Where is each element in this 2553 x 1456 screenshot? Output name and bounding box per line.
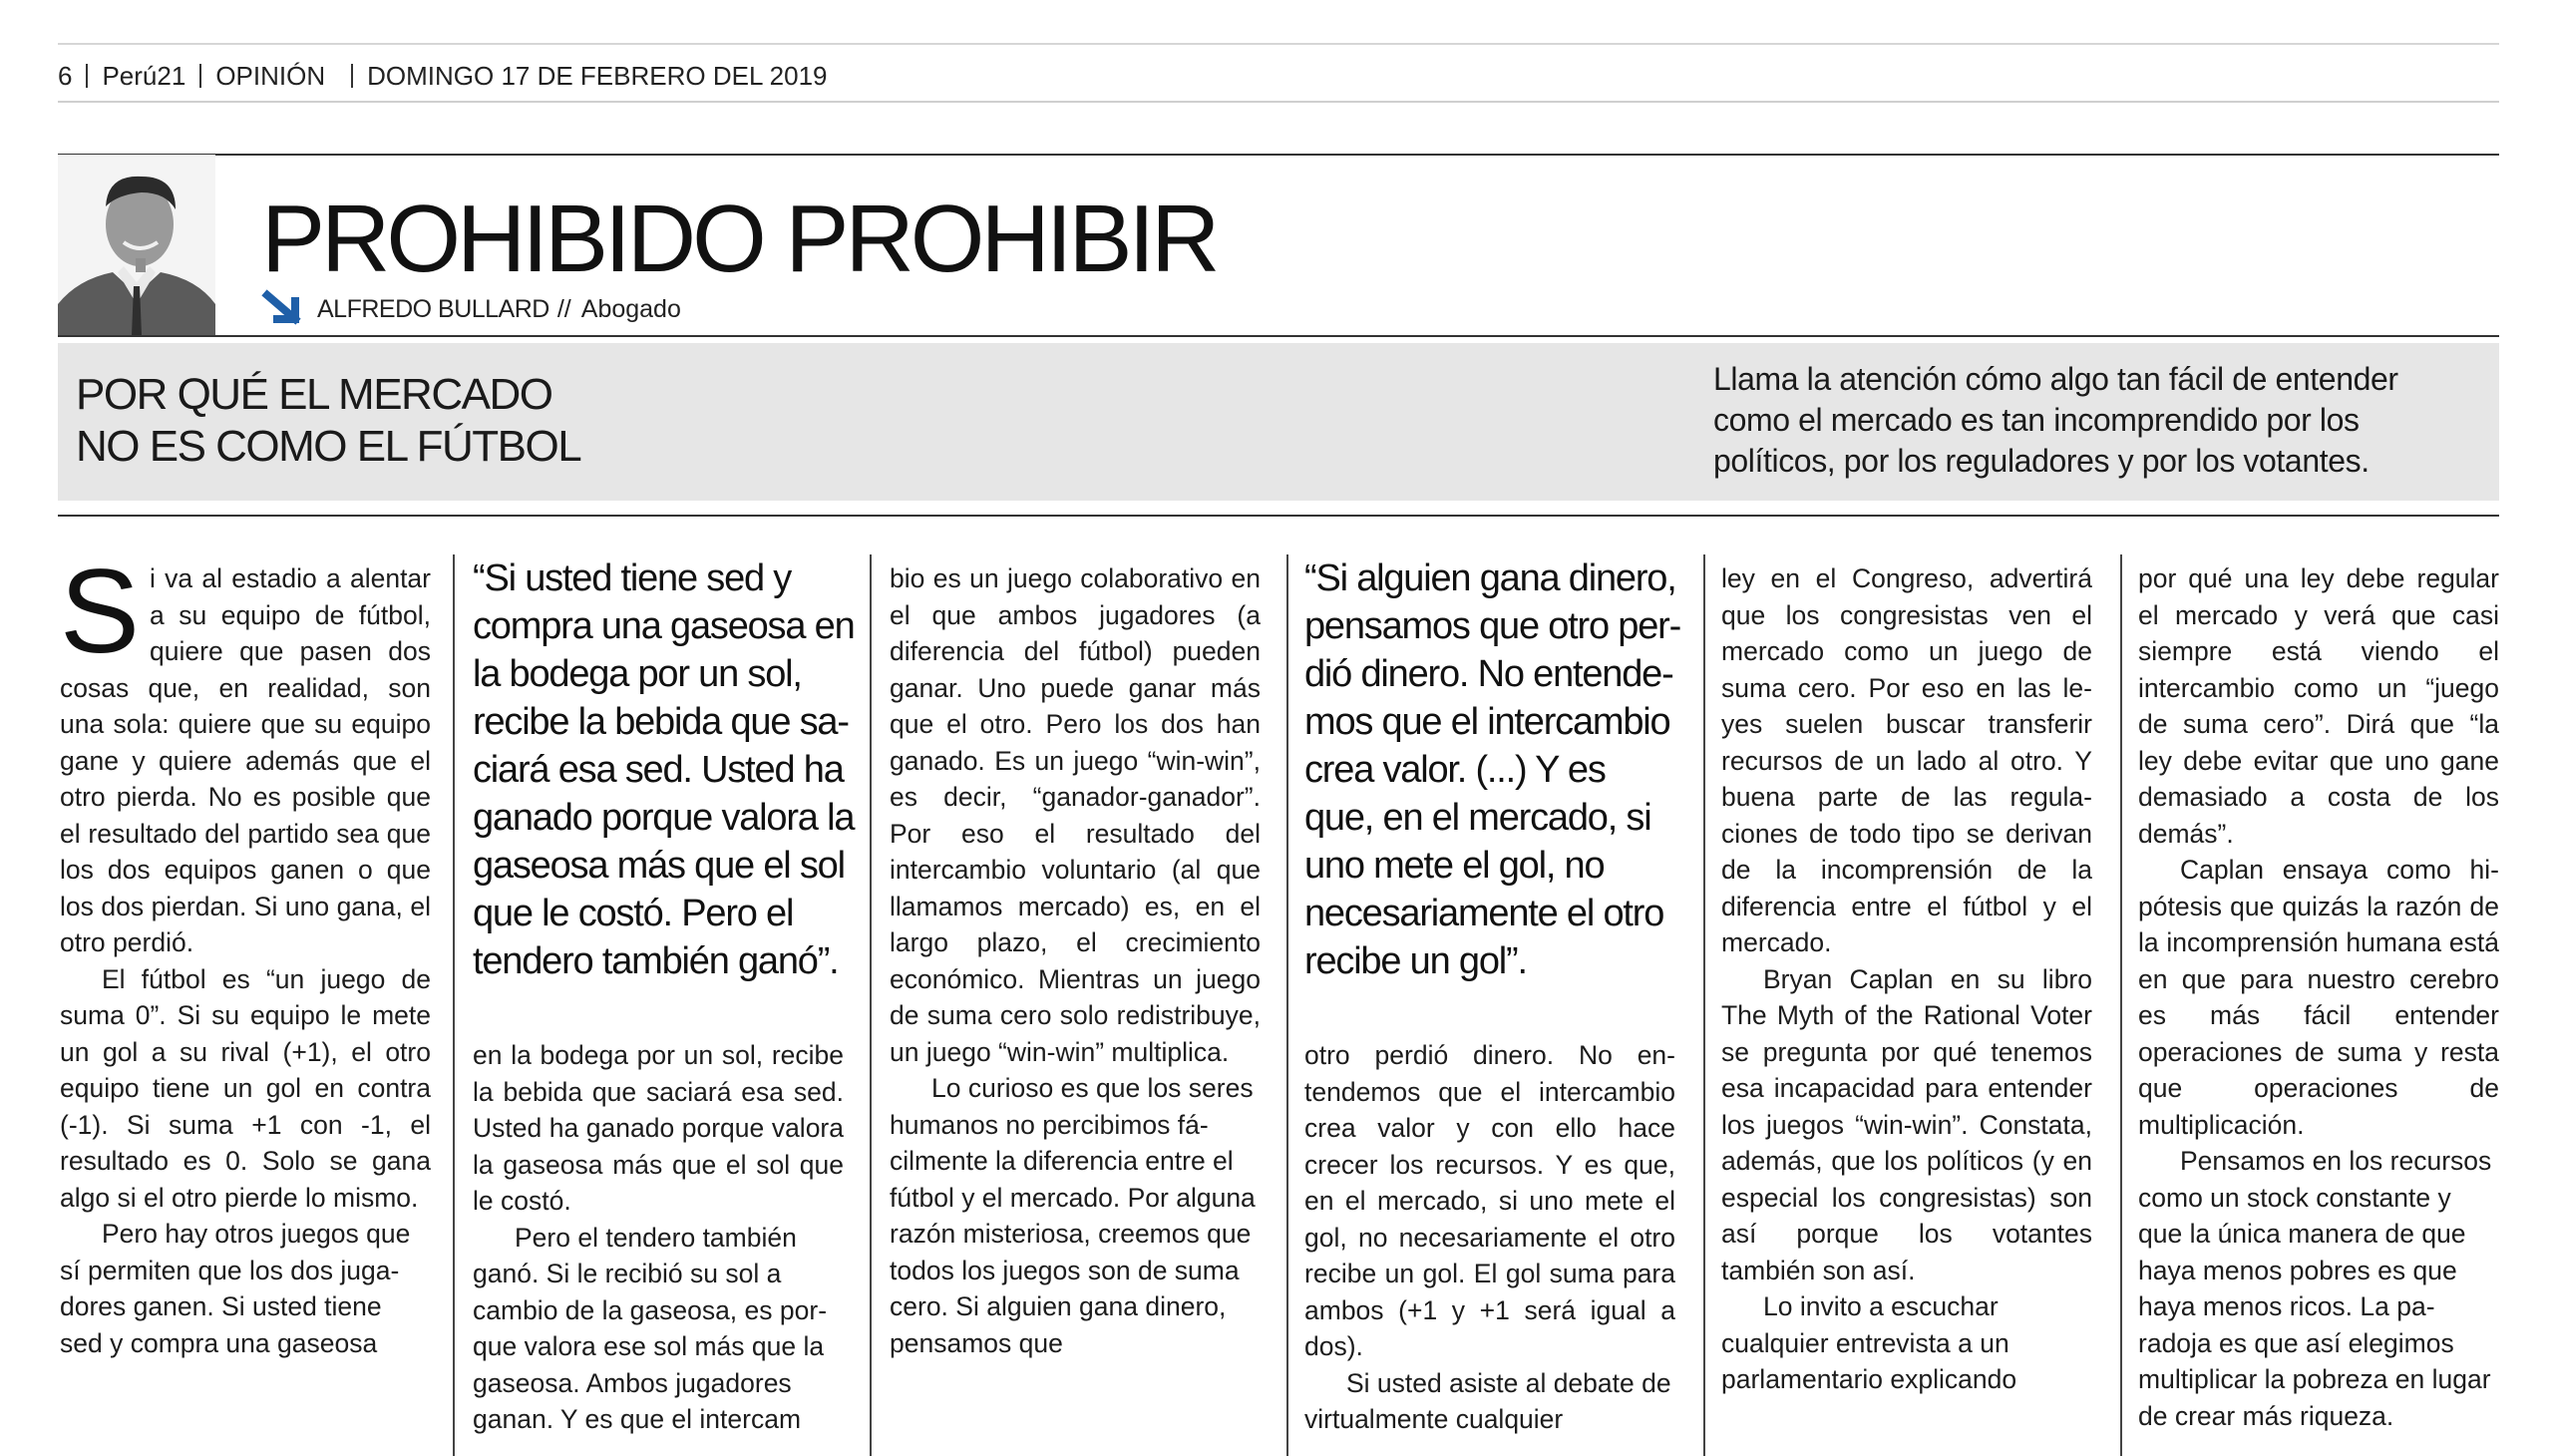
issue-date: DOMINGO 17 DE FEBRERO DEL 2019 xyxy=(367,60,828,91)
band-bottom-rule xyxy=(58,515,2499,517)
paragraph: Pensamos en los recursos como un stock constante y que la única manera de que haya menos pobres es que haya menos ricos. La paradoja es que así elegimos multiplicar la pobreza en lugar de crear más riqueza. xyxy=(2138,1146,2492,1431)
column-divider xyxy=(1286,554,1288,1456)
column-divider xyxy=(2120,554,2122,1456)
article-headline xyxy=(76,369,580,473)
column-divider xyxy=(1703,554,1705,1456)
arrow-down-right-icon xyxy=(261,289,307,329)
paragraph: ley en el Congreso, advertirá que los congresistas ven el mercado como un juego de suma cero. Por eso en las leyes suelen buscar transferir recursos de un lado al otro. Y buena parte de las regulaciones de todo tipo se derivan de la incomprensión de la diferencia entre el fútbol y el mercado. xyxy=(1721,563,2092,957)
pull-quote-2: “Si alguien gana dinero, pensamos que otro perdió dinero. No entendemos que el intercambio crea valor. (...) Y es que, en el mercado, si uno mete el gol, no necesariamente el otro recibe un gol”. xyxy=(1304,557,1682,982)
column-divider xyxy=(453,554,455,1456)
header-bottom-rule xyxy=(58,335,2499,337)
byline-separator: // xyxy=(556,295,571,323)
text-column-4 xyxy=(1304,1037,1675,1438)
paragraph: Pero el tendero también ganó. Si le recibió su sol a cambio de la gaseosa, es porque valora ese sol más que la gaseosa. Ambos jugadores ganan. Y es que el intercam xyxy=(473,1222,828,1434)
drop-cap: S xyxy=(60,545,141,678)
column-divider xyxy=(870,554,872,1456)
author-photo xyxy=(58,155,215,335)
text-column-5 xyxy=(1721,560,2092,1398)
text-column-6 xyxy=(2138,560,2499,1434)
paragraph: por qué una ley debe regular el mercado y verá que casi siempre está viendo el intercambio como un “juego de suma cero”. Dirá que “la ley debe evitar que uno gane demasiado a costa de los demás”. xyxy=(2138,563,2499,849)
folio-line xyxy=(58,60,828,92)
top-rule xyxy=(58,43,2499,45)
paragraph: Bryan Caplan en su libro The Myth of the Rational Voter se pregunta por qué tenemos esa incapacidad para entender los juegos “win-win”. Constata, además, que los políticos (y en especial los congresistas) son así porque los votantes también son así. xyxy=(1721,963,2092,1285)
page-number: 6 xyxy=(58,60,73,91)
paragraph: Lo curioso es que los seres humanos no percibimos fácilmente la diferencia entre el fútbol y el mercado. Por alguna razón misteriosa, creemos que todos los juegos son de suma cero. Si alguien gana dinero, pensamos que xyxy=(890,1073,1256,1358)
paragraph: El fútbol es “un juego de suma 0”. Si su equipo le mete un gol a su rival (+1), el otro equipo tiene un gol en contra (-1). Si suma +1 con -1, el resultado es 0. Solo se gana algo si el otro pierde lo mismo. xyxy=(60,963,431,1213)
text-column-2 xyxy=(473,1037,844,1438)
byline xyxy=(317,295,681,324)
author-role: Abogado xyxy=(580,295,681,323)
column-header-rule xyxy=(58,154,2499,156)
paragraph: en la bodega por un sol, recibe la bebida que saciará esa sed. Usted ha ganado porque valora la gaseosa más que el sol que le costó. xyxy=(473,1040,844,1216)
text-column-3 xyxy=(890,560,1261,1361)
paragraph: Lo invito a escuchar cualquier entrevista a un parlamentario explicando xyxy=(1721,1291,2017,1394)
folio-separator xyxy=(351,64,353,88)
folio-rule xyxy=(58,101,2499,103)
text-column-1 xyxy=(60,545,431,1361)
headline-line-1: POR QUÉ EL MERCADO xyxy=(76,370,552,419)
author-name: ALFREDO BULLARD xyxy=(317,295,549,323)
folio-separator xyxy=(86,64,88,88)
publication-name: Perú21 xyxy=(102,60,186,91)
paragraph: Pero hay otros juegos que sí permiten que los dos jugadores ganen. Si usted tiene sed y compra una gaseosa xyxy=(60,1219,411,1358)
pull-quote-1: “Si usted tiene sed y compra una gaseosa en la bodega por un sol, recibe la bebida que saciará esa sed. Usted ha ganado porque valora la gaseosa más que el sol que le costó. Pero el tendero también ganó”. xyxy=(473,557,855,982)
headline-line-2: NO ES COMO EL FÚTBOL xyxy=(76,422,581,471)
paragraph: bio es un juego colaborativo en el que ambos jugadores (a diferencia del fútbol) pueden ganar. Uno puede ganar más que el otro. Pero los dos han ganado. Es un juego “win-win”, es decir, “ganador-ganador”. Por eso el resultado del intercambio voluntario (al que llamamos mercado) es, en el largo plazo, el crecimiento económico. Mientras un juego de suma cero solo redistribuye, un juego “win-win” multiplica. xyxy=(890,563,1261,1067)
paragraph: i va al estadio a alentar a su equipo de fútbol, quiere que pasen dos cosas que, en realidad, son una sola: quiere que su equipo gane y quiere además que el otro pierda. No es posible que el resultado del partido sea que los dos equipos ganen o que los dos pierdan. Si uno gana, el otro perdió. xyxy=(60,563,431,957)
column-title: PROHIBIDO PROHIBIR xyxy=(261,185,1217,292)
paragraph: Caplan ensaya como hipótesis que quizás la razón de la incomprensión humana está en que para nuestro cerebro es más fácil entender operaciones de suma y resta que operaciones de multiplicación. xyxy=(2138,855,2499,1140)
paragraph: Si usted asiste al debate de virtualmente cualquier xyxy=(1304,1367,1671,1434)
section-name: OPINIÓN xyxy=(215,60,326,91)
article-deck: Llama la atención cómo algo tan fácil de entender como el mercado es tan incomprendido por los políticos, por los reguladores y por los votantes. xyxy=(1713,361,2398,479)
paragraph: otro perdió dinero. No entendemos que el intercambio crea valor y con ello hace crecer los recursos. Y es que, en el mercado, si uno mete el gol, no necesariamente el otro recibe un gol. El gol suma para ambos (+1 y +1 será igual a dos). xyxy=(1304,1040,1675,1361)
folio-separator xyxy=(199,64,201,88)
